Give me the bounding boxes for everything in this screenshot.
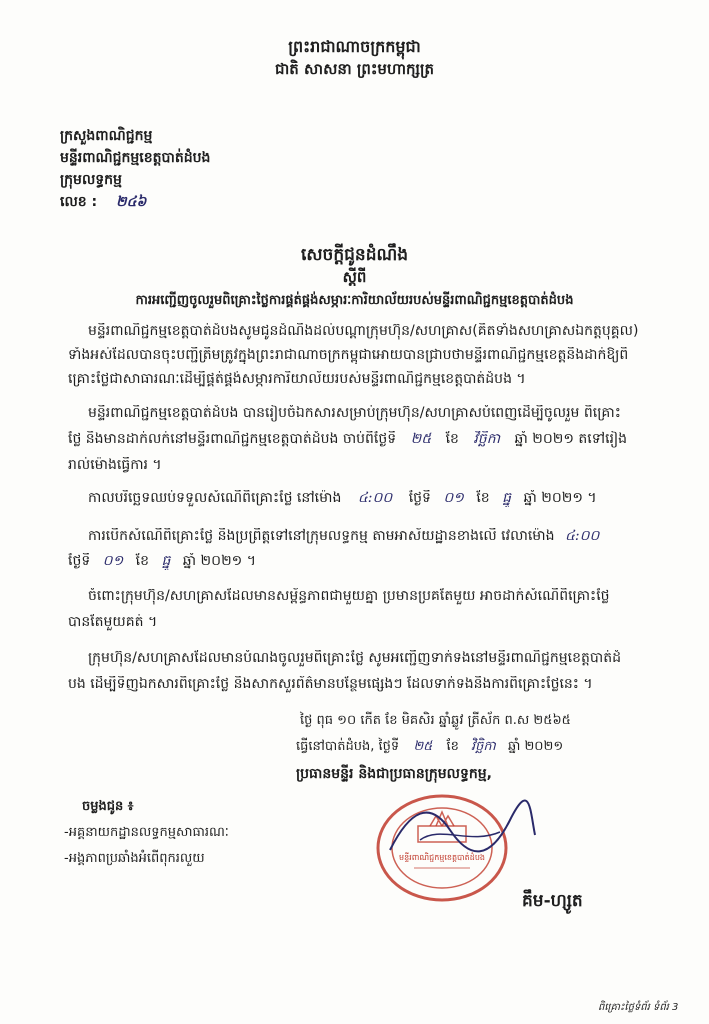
recipient-item-1: -អគ្គនាយកដ្ឋានលទ្ធកម្មសាធារណៈ xyxy=(64,825,229,840)
solar-month-label: ខែ xyxy=(446,739,459,754)
opening-prefix: ការបើកសំណើពិគ្រោះថ្លៃ នឹងប្រព្រឹត្តទៅនៅក្រុមលទ្ធកម្ម តាមអាស័យដ្ឋានខាងលើ វេលាម៉ោង xyxy=(88,528,555,544)
national-motto: ជាតិ សាសនា ព្រះមហាក្សត្រ xyxy=(275,60,434,78)
paragraph-2-line-3: រាល់ម៉ោងធ្វើការ ។ xyxy=(68,457,162,473)
notice-subject: ការអញ្ជើញចូលរួមពិគ្រោះថ្លៃការផ្គត់ផ្គង់សម្ភារៈការិយាល័យរបស់មន្ទីរពាណិជ្ជកម្មខេត្តបាត់ដំបង xyxy=(135,293,574,308)
paragraph-2-line-2 xyxy=(68,431,648,448)
handwritten-signature xyxy=(380,790,540,870)
deadline-year: ឆ្នាំ ២០២១ ។ xyxy=(523,490,597,506)
stamp-text: មន្ទីរពាណិជ្ជកម្មខេត្តបាត់ដំបង xyxy=(399,853,485,862)
recipients-label: ចម្លងជូន ៖ xyxy=(82,799,134,814)
number-value: ២៤៦ xyxy=(116,194,147,210)
solar-month: វិច្ឆិកា xyxy=(471,739,496,754)
paragraph-6-line-2: បង ដើម្បីទិញឯកសារពិគ្រោះថ្លៃ និងសាកសួរព័ត៌មានបន្ថែមផ្សេងៗ ដែលទាក់ទងនឹងការពិគ្រោះថ្លៃនេះ ។ xyxy=(68,676,593,692)
sale-month-label: ខែ xyxy=(445,431,459,447)
paragraph-4-line-2 xyxy=(68,553,648,570)
notice-subtitle: ស្តីពី xyxy=(342,268,367,286)
deadline-prefix: កាលបរិច្ឆេទឈប់ទទួលសំណើពិគ្រោះថ្លៃ នៅម៉ោង xyxy=(88,490,342,506)
paragraph-3 xyxy=(68,490,648,507)
committee-name: ក្រុមលទ្ធកម្ម xyxy=(60,172,122,188)
signatory-name: គឹម-ហ្សូត xyxy=(522,891,583,911)
deadline-day-label: ថ្ងៃទី xyxy=(408,490,431,506)
sale-start-day: ២៥ xyxy=(410,431,432,447)
opening-day: ០១ xyxy=(102,553,124,569)
deadline-month-label: ខែ xyxy=(476,490,490,506)
opening-month: ធ្នូ xyxy=(161,553,171,569)
solar-date-prefix: ធ្វើនៅបាត់ដំបង, ថ្ងៃទី xyxy=(296,739,400,754)
paragraph-2-line-1: មន្ទីរពាណិជ្ជកម្មខេត្តបាត់ដំបង បានរៀបចំឯកសារសម្រាប់ក្រុមហ៊ុន/សហគ្រាសបំពេញដើម្បីចូលរួម ពិគ្រោះ xyxy=(88,405,621,421)
paragraph-4-line-1 xyxy=(68,528,648,545)
solar-year: ឆ្នាំ ២០២១ xyxy=(507,739,564,754)
deadline-day: ០១ xyxy=(443,490,464,506)
reference-number xyxy=(60,192,146,213)
solar-date xyxy=(296,738,563,757)
kingdom-header: ព្រះរាជាណាចក្រកម្ពុជា xyxy=(288,37,421,56)
paragraph-6-line-1: ក្រុមហ៊ុន/សហគ្រាសដែលមានបំណងចូលរួមពិគ្រោះថ្លៃ សូមអញ្ជើញទាក់ទងនៅមន្ទីរពាណិជ្ជកម្មខេត្តបាត់ដំ xyxy=(88,650,622,666)
sale-year-text: ឆ្នាំ ២០២១ តទៅរៀង xyxy=(514,431,628,447)
deadline-time: ៤:០០ xyxy=(357,490,393,506)
solar-day: ២៥ xyxy=(413,739,433,754)
page-footer: ពិគ្រោះថ្លៃទំព័រ ទំព័រ 3 xyxy=(598,1002,679,1013)
signatory-title: ប្រធានមន្ទីរ និងជាប្រធានក្រុមលទ្ធកម្ម, xyxy=(296,766,492,782)
notice-title: សេចក្តីជូនដំណឹង xyxy=(300,245,409,265)
paragraph-2-line-2-text: ថ្លៃ និងមានដាក់លក់នៅមន្ទីរពាណិជ្ជកម្មខេត្តបាត់ដំបង ចាប់ពីថ្ងៃទី xyxy=(68,431,397,447)
paragraph-1-line-2: ទាំងអស់ដែលបានចុះបញ្ជីត្រឹមត្រូវក្នុងព្រះរាជាណាចក្រកម្ពុជាអោយបានជ្រាបថាមន្ទីរពាណិជ្ជកម្មខេត្តនឹងដាក់ឱ្យពិ xyxy=(68,347,629,363)
ministry-name: ក្រសួងពាណិជ្ជកម្ម xyxy=(60,128,153,144)
paragraph-1-line-1: មន្ទីរពាណិជ្ជកម្មខេត្តបាត់ដំបងសូមជូនដំណឹងដល់បណ្តាក្រុមហ៊ុន/សហគ្រាស(គិតទាំងសហគ្រាសឯកត្តបុគ្គល) xyxy=(88,323,639,339)
recipient-item-2: -អង្គភាពប្រឆាំងអំពើពុករលួយ xyxy=(64,851,205,866)
opening-time: ៤:០០ xyxy=(564,528,600,544)
opening-year: ឆ្នាំ ២០២១ ។ xyxy=(182,553,256,569)
paragraph-5-line-2: បានតែមួយគត់ ។ xyxy=(68,614,158,630)
opening-month-label: ខែ xyxy=(135,553,149,569)
sale-start-month: វិច្ឆិកា xyxy=(473,431,501,447)
paragraph-1-line-3: គ្រោះថ្លៃជាសាធារណៈដើម្បីផ្គត់ផ្គង់សម្ភារការិយាល័យរបស់មន្ទីរពាណិជ្ជកម្មខេត្តបាត់ដំបង ។ xyxy=(68,371,526,387)
department-name: មន្ទីរពាណិជ្ជកម្មខេត្តបាត់ដំបង xyxy=(60,150,211,166)
lunar-date: ថ្ងៃ ពុធ ១០ កើត ខែ មិគសិរ ឆ្នាំឆ្លូវ ត្រីស័ក ព.ស ២៥៦៥ xyxy=(300,713,571,728)
deadline-month: ធ្នូ xyxy=(502,490,512,506)
opening-day-label: ថ្ងៃទី xyxy=(68,553,91,569)
paragraph-5-line-1: ចំពោះក្រុមហ៊ុន/សហគ្រាសដែលមានសម្ព័ន្ធភាពជាមួយគ្នា ប្រមានប្រគតែមួយ អាចដាក់សំណើពិគ្រោះថ្លៃ xyxy=(88,588,610,604)
number-label: លេខ : xyxy=(60,194,98,210)
